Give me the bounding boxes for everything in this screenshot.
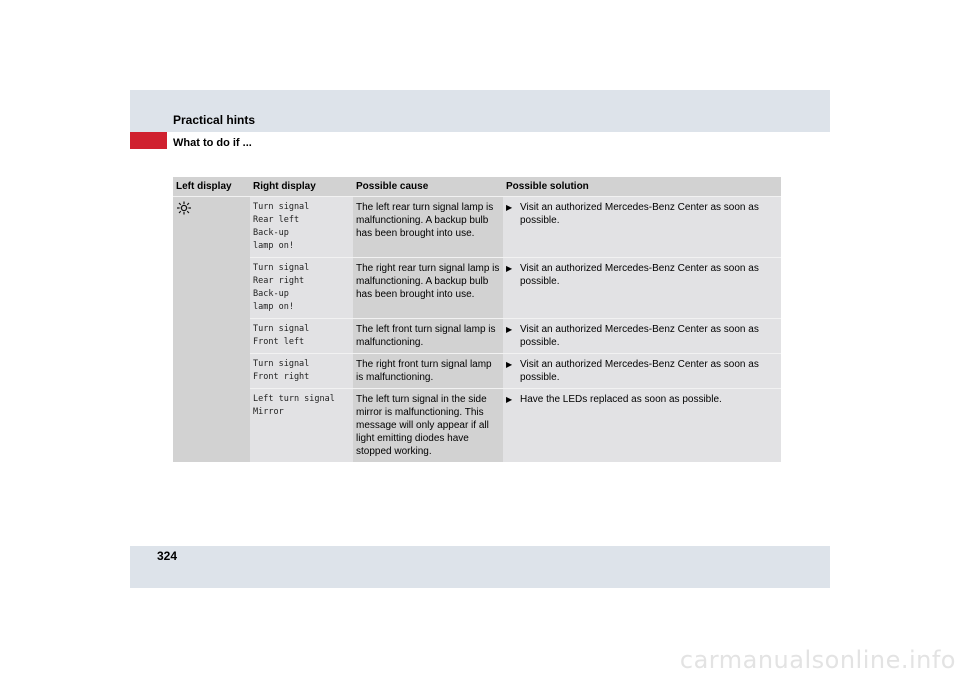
section-marker xyxy=(130,132,167,149)
right-display-cell: Turn signal Front right xyxy=(250,354,353,389)
arrow-icon: ▶ xyxy=(506,395,513,404)
display-messages-table xyxy=(173,177,781,462)
lamp-icon xyxy=(176,201,192,215)
table-row xyxy=(173,319,781,354)
page-number: 324 xyxy=(157,549,178,563)
column-header-possible-solution: Possible solution xyxy=(503,177,781,197)
table-row xyxy=(173,354,781,389)
arrow-icon: ▶ xyxy=(506,360,513,369)
cause-cell: The left rear turn signal lamp is malfunctioning. A backup bulb has been brought into use. xyxy=(353,197,503,258)
column-header-left-display: Left display xyxy=(173,177,250,197)
arrow-icon: ▶ xyxy=(506,203,513,212)
column-header-possible-cause: Possible cause xyxy=(353,177,503,197)
solution-cell: ▶ Have the LEDs replaced as soon as possible. xyxy=(503,389,781,463)
right-display-cell: Turn signal Rear left Back-up lamp on! xyxy=(250,197,353,258)
right-display-cell: Left turn signal Mirror xyxy=(250,389,353,463)
cause-cell: The left front turn signal lamp is malfunctioning. xyxy=(353,319,503,354)
page-subtitle: What to do if ... xyxy=(173,137,252,149)
cause-cell: The left turn signal in the side mirror is malfunctioning. This message will only appear if all light emitting diodes have stopped working. xyxy=(353,389,503,463)
page-title: Practical hints xyxy=(173,113,256,127)
table-row xyxy=(173,389,781,463)
watermark: carmanualsonline.info xyxy=(679,646,956,674)
table-row xyxy=(173,197,781,258)
right-display-cell: Turn signal Front left xyxy=(250,319,353,354)
solution-cell: ▶ Visit an authorized Mercedes-Benz Center as soon as possible. xyxy=(503,354,781,389)
solution-cell: ▶ Visit an authorized Mercedes-Benz Center as soon as possible. xyxy=(503,319,781,354)
table-header-row xyxy=(173,177,781,197)
footer-band xyxy=(130,546,830,588)
cause-cell: The right front turn signal lamp is malfunctioning. xyxy=(353,354,503,389)
arrow-icon: ▶ xyxy=(506,325,513,334)
left-display-cell xyxy=(173,197,250,463)
solution-cell: ▶ Visit an authorized Mercedes-Benz Center as soon as possible. xyxy=(503,258,781,319)
right-display-cell: Turn signal Rear right Back-up lamp on! xyxy=(250,258,353,319)
column-header-right-display: Right display xyxy=(250,177,353,197)
arrow-icon: ▶ xyxy=(506,264,513,273)
cause-cell: The right rear turn signal lamp is malfunctioning. A backup bulb has been brought into use. xyxy=(353,258,503,319)
table-row xyxy=(173,258,781,319)
solution-cell: ▶ Visit an authorized Mercedes-Benz Center as soon as possible. xyxy=(503,197,781,258)
